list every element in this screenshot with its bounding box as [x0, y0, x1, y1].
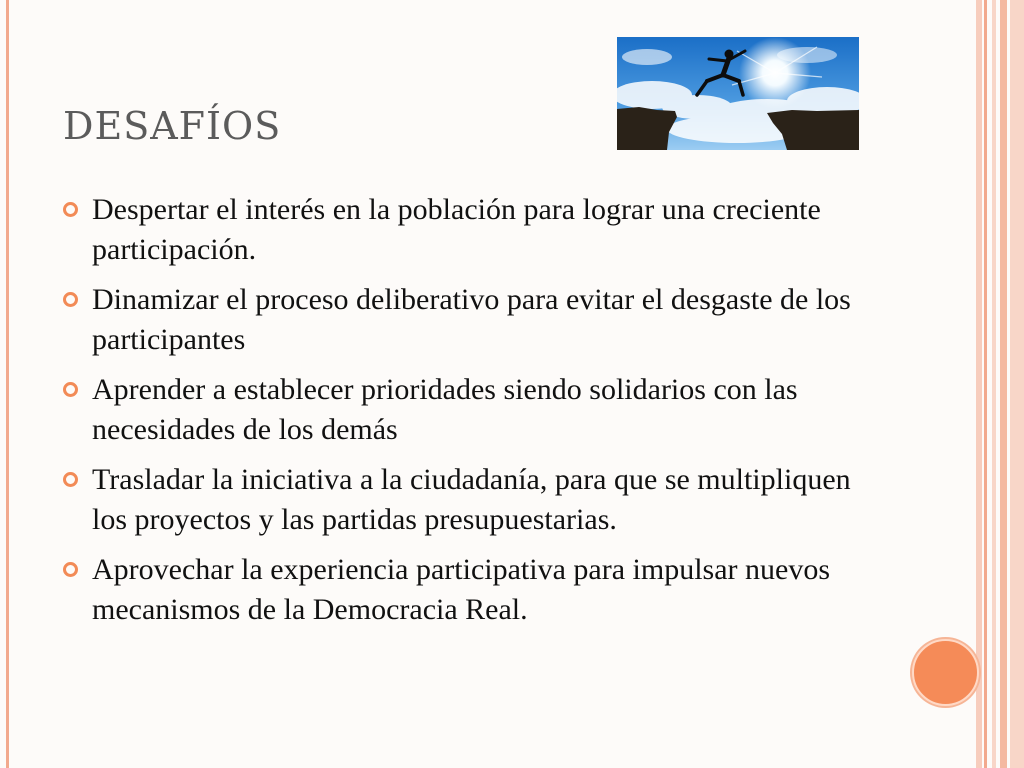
stripe: [984, 0, 987, 768]
bullet-list: [62, 190, 862, 640]
bullet-ring-icon: [63, 472, 78, 487]
decorative-orange-circle: [912, 639, 979, 706]
stripe: [1000, 0, 1007, 768]
list-item: [62, 460, 862, 540]
bullet-text: Aprovechar la experiencia participativa para impulsar nuevos mecanismos de la Democracia Real.: [92, 553, 831, 626]
bullet-text: Despertar el interés en la población para lograr una creciente participación.: [92, 193, 821, 266]
bullet-ring-icon: [63, 382, 78, 397]
list-item: [62, 370, 862, 450]
bullet-text: Trasladar la iniciativa a la ciudadanía, para que se multipliquen los proyectos y las partidas presupuestarias.: [92, 463, 851, 536]
stripe: [1010, 0, 1024, 768]
slide-title: DESAFÍOS: [63, 104, 282, 148]
list-item: [62, 550, 862, 630]
stripe: [976, 0, 982, 768]
left-border-line: [6, 0, 9, 768]
bullet-ring-icon: [63, 562, 78, 577]
list-item: [62, 190, 862, 270]
bullet-ring-icon: [63, 292, 78, 307]
hero-image: [617, 37, 859, 150]
bullet-text: Aprender a establecer prioridades siendo solidarios con las necesidades de los demás: [92, 373, 798, 446]
bullet-text: Dinamizar el proceso deliberativo para evitar el desgaste de los participantes: [92, 283, 851, 356]
bullet-ring-icon: [63, 202, 78, 217]
jumping-person-illustration: [617, 37, 859, 150]
right-decorative-stripes: [976, 0, 1024, 768]
list-item: [62, 280, 862, 360]
stripe: [992, 0, 996, 768]
